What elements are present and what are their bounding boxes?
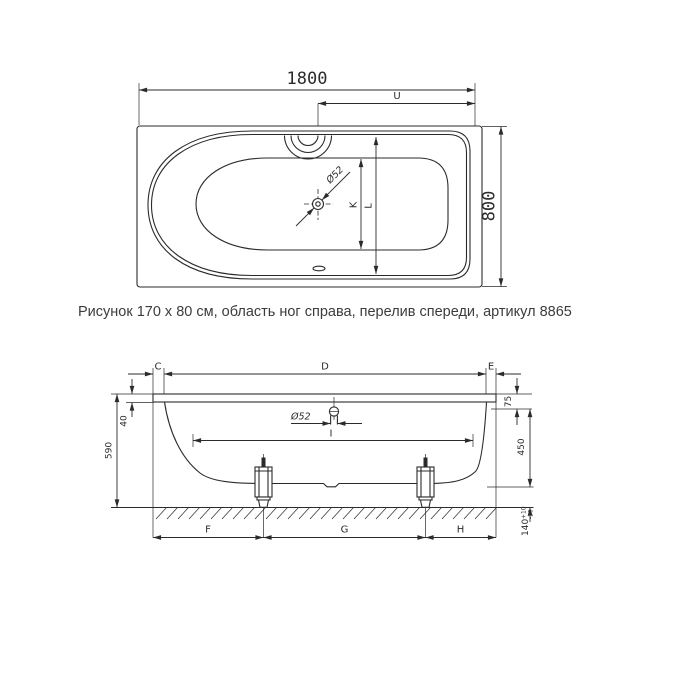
g-label: G	[340, 524, 349, 536]
floor-hatch	[111, 508, 534, 520]
dim-f	[153, 525, 264, 538]
hatch-stroke	[310, 508, 321, 520]
foot-height-label: 140	[521, 518, 531, 536]
dim-width-800	[480, 127, 508, 287]
dim-overflow-diameter	[290, 412, 362, 424]
hatch-stroke	[343, 508, 354, 520]
c-label: C	[154, 361, 162, 373]
u-label: U	[393, 91, 401, 102]
foot-right	[417, 454, 434, 538]
hatch-stroke	[376, 508, 387, 520]
top-view	[137, 69, 507, 287]
hatch-stroke	[475, 508, 486, 520]
floor-hatch-lines	[156, 508, 497, 520]
hatch-stroke	[409, 508, 420, 520]
dim-d	[164, 362, 486, 375]
hatch-stroke	[244, 508, 255, 520]
dim-c	[128, 362, 162, 375]
foot-height-tolerance-plus: +10	[520, 506, 528, 519]
e-label: E	[487, 361, 495, 373]
hatch-stroke	[222, 508, 233, 520]
hatch-stroke	[211, 508, 222, 520]
l-label: L	[363, 203, 375, 209]
foot-height-label-group	[521, 506, 535, 536]
dim-g	[264, 525, 426, 538]
overall-height-label: 590	[104, 441, 115, 460]
hatch-stroke	[354, 508, 365, 520]
hatch-stroke	[464, 508, 475, 520]
hatch-stroke	[442, 508, 453, 520]
width-label: 800	[479, 190, 500, 222]
dim-h	[426, 525, 497, 538]
dim-450	[517, 409, 530, 487]
hatch-stroke	[398, 508, 409, 520]
hatch-stroke	[189, 508, 200, 520]
hatch-stroke	[321, 508, 332, 520]
dim-40	[120, 379, 133, 427]
d-label: D	[321, 361, 329, 373]
dim-140	[521, 506, 535, 536]
h-label: H	[456, 524, 465, 536]
hatch-stroke	[486, 508, 497, 520]
hatch-stroke	[387, 508, 398, 520]
hatch-stroke	[266, 508, 277, 520]
figure-caption: Рисунок 170 x 80 см, область ног справа, перелив спереди, артикул 8865	[78, 304, 572, 320]
rim-drop-left-label: 40	[119, 415, 130, 427]
foot-left	[255, 454, 272, 538]
drain-diameter-label: Ø52	[324, 164, 347, 187]
hatch-stroke	[332, 508, 343, 520]
rim-profile	[153, 394, 496, 402]
dim-i	[193, 429, 473, 448]
rim-drop-right-label: 75	[504, 395, 514, 408]
hatch-stroke	[453, 508, 464, 520]
dim-75	[504, 378, 517, 425]
hatch-stroke	[365, 508, 376, 520]
foot-height-tolerance-minus: -30	[527, 509, 535, 519]
hatch-stroke	[299, 508, 310, 520]
hatch-stroke	[431, 508, 442, 520]
hatch-stroke	[255, 508, 266, 520]
dim-e	[488, 362, 521, 375]
tub-profile	[165, 402, 487, 487]
section-view	[105, 362, 535, 538]
hatch-stroke	[277, 508, 288, 520]
f-label: F	[205, 524, 211, 536]
inner-depth-label: 450	[517, 438, 527, 456]
drain-circle-outer	[313, 199, 324, 210]
hatch-stroke	[288, 508, 299, 520]
overflow-diameter-label: Ø52	[291, 411, 311, 423]
hatch-stroke	[233, 508, 244, 520]
hatch-stroke	[178, 508, 189, 520]
length-label: 1800	[286, 69, 328, 89]
hatch-stroke	[167, 508, 178, 520]
dim-length-1800	[139, 69, 475, 127]
hatch-stroke	[156, 508, 167, 520]
k-label: K	[348, 201, 360, 209]
dim-590	[105, 394, 118, 508]
i-label: I	[329, 428, 333, 440]
tub-outline	[137, 126, 482, 287]
hatch-stroke	[200, 508, 211, 520]
